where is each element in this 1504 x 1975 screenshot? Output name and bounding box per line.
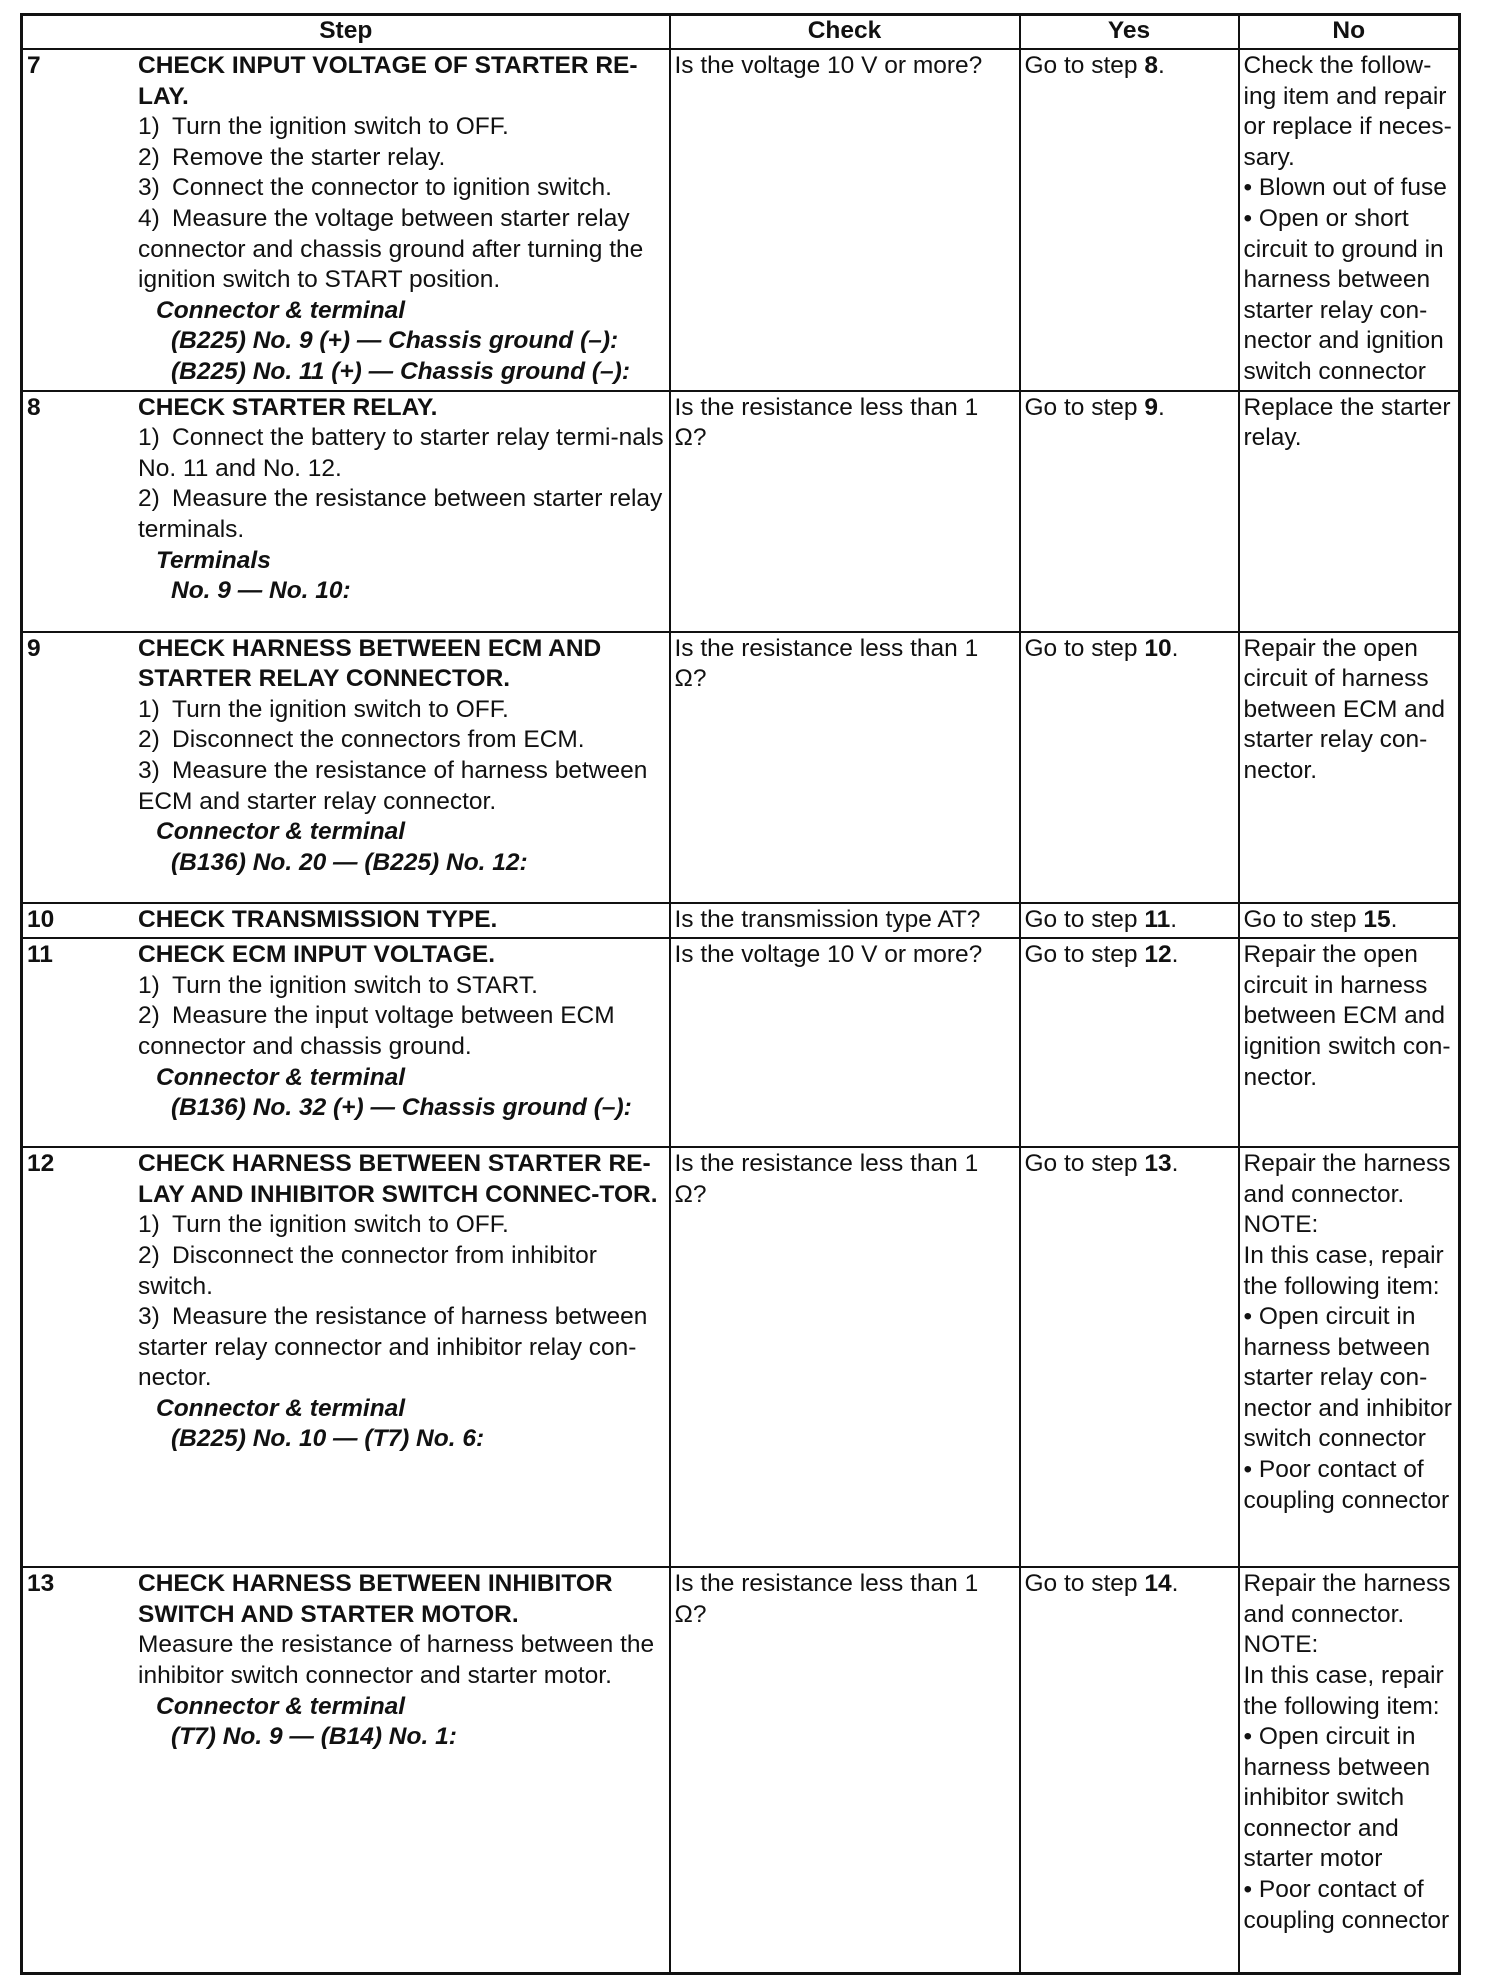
no-cell bbox=[1239, 1567, 1460, 1973]
yes-text: Go to step bbox=[1024, 52, 1145, 79]
step-number: 11 bbox=[27, 941, 53, 969]
instruction-line: 1) Turn the ignition switch to OFF. bbox=[138, 1211, 509, 1239]
step-title: CHECK HARNESS BETWEEN STARTER RE-LAY AND INHIBITOR SWITCH CONNEC-TOR. bbox=[138, 1150, 658, 1208]
no-text-line: Repair the harness and connector. bbox=[1243, 1570, 1451, 1628]
header-step: Step bbox=[22, 15, 670, 50]
no-cell bbox=[1239, 49, 1460, 391]
yes-suffix: . bbox=[1158, 393, 1165, 421]
no-text-line: In this case, repair the following item: bbox=[1243, 1241, 1444, 1300]
no-step-number: 15 bbox=[1363, 905, 1391, 933]
no-text-line: NOTE: bbox=[1243, 1631, 1319, 1659]
check-cell: Is the resistance less than 1 Ω? bbox=[670, 632, 1020, 903]
terminal-spec: No. 9 — No. 10: bbox=[171, 577, 351, 605]
instruction-line: 1) Turn the ignition switch to OFF. bbox=[138, 113, 509, 141]
yes-cell bbox=[1020, 1147, 1239, 1567]
instruction-line: 3) Measure the resistance of harness between ECM and starter relay connector. bbox=[138, 756, 648, 815]
instruction-line: 2) Measure the resistance between starter relay terminals. bbox=[138, 485, 663, 543]
yes-step-number: 12 bbox=[1144, 941, 1172, 969]
table-row bbox=[22, 391, 1460, 632]
yes-cell bbox=[1020, 903, 1239, 939]
table-row bbox=[22, 938, 1460, 1147]
yes-suffix: . bbox=[1171, 634, 1179, 662]
no-text-line: Check the follow-ing item and repair or replace if neces-sary. bbox=[1243, 52, 1452, 171]
yes-step-number: 11 bbox=[1144, 905, 1171, 933]
yes-cell bbox=[1020, 49, 1239, 391]
yes-step-number: 9 bbox=[1144, 393, 1158, 421]
connector-label: Terminals bbox=[156, 546, 271, 574]
step-title: CHECK ECM INPUT VOLTAGE. bbox=[138, 941, 496, 969]
step-cell bbox=[22, 1147, 670, 1567]
no-bullet-item: • Blown out of fuse bbox=[1244, 173, 1455, 204]
terminal-spec: (T7) No. 9 — (B14) No. 1: bbox=[171, 1723, 457, 1751]
yes-step-number: 13 bbox=[1144, 1150, 1172, 1178]
yes-suffix: . bbox=[1171, 1150, 1179, 1178]
terminal-spec: (B136) No. 32 (+) — Chassis ground (–): bbox=[171, 1094, 632, 1122]
yes-text: Go to step bbox=[1024, 1150, 1145, 1178]
instruction-line: 2) Remove the starter relay. bbox=[138, 143, 446, 171]
terminal-spec: (B225) No. 11 (+) — Chassis ground (–): bbox=[171, 357, 630, 385]
yes-step-number: 14 bbox=[1144, 1570, 1172, 1598]
yes-step-number: 8 bbox=[1144, 52, 1158, 79]
table-row bbox=[22, 632, 1460, 903]
no-text: Go to step bbox=[1243, 905, 1364, 933]
step-number: 12 bbox=[27, 1150, 55, 1178]
step-number: 9 bbox=[27, 634, 41, 662]
step-cell bbox=[22, 903, 670, 939]
no-bullet-item: • Open circuit in harness between starter relay con-nector and inhibitor switch connector bbox=[1244, 1302, 1455, 1455]
connector-label: Connector & terminal bbox=[156, 1063, 406, 1091]
step-cell bbox=[22, 938, 670, 1147]
yes-suffix: . bbox=[1170, 905, 1178, 933]
terminal-spec: (B225) No. 10 — (T7) No. 6: bbox=[171, 1425, 485, 1453]
terminal-spec: (B136) No. 20 — (B225) No. 12: bbox=[171, 848, 528, 876]
header-no: No bbox=[1239, 15, 1460, 50]
terminal-spec: (B225) No. 9 (+) — Chassis ground (–): bbox=[171, 327, 619, 355]
instruction-line: 3) Measure the resistance of harness between starter relay connector and inhibitor relay con-nector. bbox=[138, 1303, 648, 1392]
step-title: CHECK STARTER RELAY. bbox=[138, 393, 438, 421]
instruction-line: 1) Turn the ignition switch to START. bbox=[138, 971, 538, 999]
step-number: 8 bbox=[27, 393, 41, 421]
header-check: Check bbox=[670, 15, 1020, 50]
yes-text: Go to step bbox=[1024, 1570, 1145, 1598]
check-cell: Is the resistance less than 1 Ω? bbox=[670, 1567, 1020, 1973]
no-text-line: Repair the open circuit in harness between ECM and ignition switch con-nector. bbox=[1243, 941, 1451, 1091]
no-text-line: Repair the harness and connector. bbox=[1243, 1150, 1451, 1208]
no-text-line: Repair the open circuit of harness between ECM and starter relay con-nector. bbox=[1243, 634, 1446, 784]
step-title: CHECK INPUT VOLTAGE OF STARTER RE-LAY. bbox=[138, 52, 638, 110]
table-row bbox=[22, 49, 1460, 391]
yes-suffix: . bbox=[1171, 941, 1179, 969]
yes-suffix: . bbox=[1158, 52, 1165, 79]
check-cell: Is the transmission type AT? bbox=[670, 903, 1020, 939]
no-cell bbox=[1239, 632, 1460, 903]
instruction-line: 2) Disconnect the connectors from ECM. bbox=[138, 726, 585, 754]
step-cell bbox=[22, 49, 670, 391]
no-text-line: In this case, repair the following item: bbox=[1243, 1661, 1444, 1720]
step-number: 7 bbox=[27, 52, 41, 79]
no-text-line: NOTE: bbox=[1243, 1211, 1319, 1239]
diagnostic-table bbox=[20, 13, 1461, 1975]
no-cell bbox=[1239, 938, 1460, 1147]
step-title: CHECK TRANSMISSION TYPE. bbox=[138, 905, 498, 933]
step-cell bbox=[22, 632, 670, 903]
check-cell: Is the voltage 10 V or more? bbox=[670, 49, 1020, 391]
yes-text: Go to step bbox=[1024, 634, 1145, 662]
yes-text: Go to step bbox=[1024, 941, 1145, 969]
step-cell bbox=[22, 1567, 670, 1973]
connector-label: Connector & terminal bbox=[156, 1394, 406, 1422]
table-row bbox=[22, 1147, 1460, 1567]
yes-cell bbox=[1020, 391, 1239, 632]
header-yes: Yes bbox=[1020, 15, 1239, 50]
step-title: CHECK HARNESS BETWEEN INHIBITOR SWITCH AND STARTER MOTOR. bbox=[138, 1570, 613, 1628]
yes-text: Go to step bbox=[1024, 393, 1145, 421]
header-row bbox=[22, 15, 1460, 50]
yes-cell bbox=[1020, 1567, 1239, 1973]
yes-step-number: 10 bbox=[1144, 634, 1172, 662]
no-bullet-item: • Poor contact of coupling connector bbox=[1244, 1455, 1455, 1516]
check-cell: Is the resistance less than 1 Ω? bbox=[670, 391, 1020, 632]
table-row bbox=[22, 903, 1460, 939]
instruction-line: Measure the resistance of harness between the inhibitor switch connector and starter motor. bbox=[138, 1631, 655, 1689]
yes-suffix: . bbox=[1171, 1570, 1179, 1598]
yes-cell bbox=[1020, 938, 1239, 1147]
instruction-line: 2) Disconnect the connector from inhibitor switch. bbox=[138, 1241, 597, 1300]
no-text-line: Replace the starter relay. bbox=[1243, 393, 1451, 452]
connector-label: Connector & terminal bbox=[156, 296, 406, 324]
yes-cell bbox=[1020, 632, 1239, 903]
table-row bbox=[22, 1567, 1460, 1973]
connector-label: Connector & terminal bbox=[156, 818, 406, 846]
no-cell bbox=[1239, 1147, 1460, 1567]
no-cell bbox=[1239, 391, 1460, 632]
no-bullet-item: • Open circuit in harness between inhibitor switch connector and starter motor bbox=[1244, 1722, 1455, 1875]
instruction-line: 1) Connect the battery to starter relay termi-nals No. 11 and No. 12. bbox=[138, 424, 664, 482]
step-cell bbox=[22, 391, 670, 632]
instruction-line: 2) Measure the input voltage between ECM connector and chassis ground. bbox=[138, 1002, 615, 1060]
no-bullet-item: • Open or short circuit to ground in harness between starter relay con-nector and ignition switch connector bbox=[1244, 204, 1455, 388]
step-title: CHECK HARNESS BETWEEN ECM AND STARTER RELAY CONNECTOR. bbox=[138, 634, 602, 693]
no-suffix: . bbox=[1390, 905, 1398, 933]
check-cell: Is the voltage 10 V or more? bbox=[670, 938, 1020, 1147]
instruction-line: 4) Measure the voltage between starter relay connector and chassis ground after turning the ignition switch to START position. bbox=[138, 204, 644, 294]
step-number: 13 bbox=[27, 1570, 55, 1598]
no-bullet-item: • Poor contact of coupling connector bbox=[1244, 1875, 1455, 1936]
step-number: 10 bbox=[27, 905, 55, 933]
no-cell bbox=[1239, 903, 1460, 939]
instruction-line: 1) Turn the ignition switch to OFF. bbox=[138, 695, 509, 723]
instruction-line: 3) Connect the connector to ignition switch. bbox=[138, 174, 612, 202]
connector-label: Connector & terminal bbox=[156, 1692, 406, 1720]
yes-text: Go to step bbox=[1024, 905, 1145, 933]
check-cell: Is the resistance less than 1 Ω? bbox=[670, 1147, 1020, 1567]
